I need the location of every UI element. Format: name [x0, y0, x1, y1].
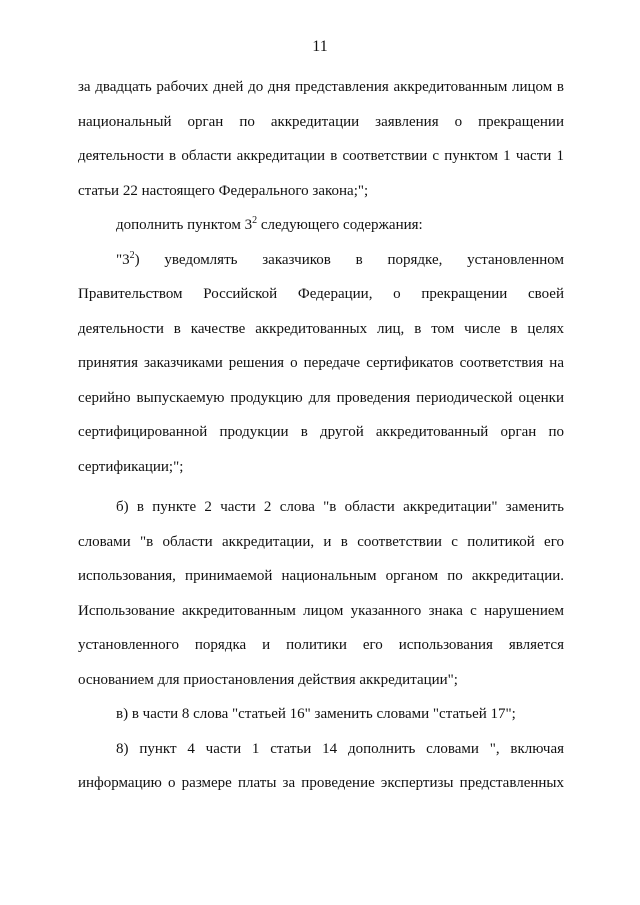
superscript-2: 2 — [252, 215, 258, 226]
page-number: 11 — [312, 38, 328, 55]
quote-open-3: "3 — [116, 251, 130, 268]
paragraph-8-point-4: 8) пункт 4 части 1 статьи 14 дополнить словами ", включая информацию о размере платы за проведение экспертизы представленных — [78, 740, 564, 791]
paragraph-add-point — [78, 208, 564, 243]
document-body — [78, 70, 564, 801]
paragraph-deadline-text: за двадцать рабочих дней до дня представления аккредитованным лицом в национальный орган по аккредитации заявления о прекращении деятельности в области аккредитации в соответствии с пунктом 1 части 1 статьи 22 настоящего Федерального закона;"; — [78, 79, 564, 199]
paragraph-notify-customers-text: ) уведомлять заказчиков в порядке, установленном Правительством Российской Федерации, о прекращении своей деятельности в качестве аккредитованных лиц, в том числе в целях принятия заказчиками решения о передаче сертификатов соответствия на серийно выпускаемую продукцию для проведения периодической оценки сертифицированной продукции в другой аккредитованный орган по сертификации;"; — [78, 251, 564, 475]
paragraph-b-point-2: б) в пункте 2 части 2 слова "в области аккредитации" заменить словами "в области аккредитации, и в соответствии с политикой его использования, принимаемой национальным органом по аккредитации. Использование аккредитованным лицом указанного знака с нарушением установленного порядка и политики его использования является основанием для приостановления действия аккредитации"; — [78, 499, 564, 688]
superscript-2-b: 2 — [129, 249, 135, 261]
paragraph-v-part-8: в) в части 8 слова "статьей 16" заменить словами "статьей 17"; — [116, 706, 516, 722]
paragraph-add-point-tail: следующего содержания: — [257, 217, 423, 233]
paragraph-notify-customers — [78, 243, 564, 485]
paragraph-add-point-text: дополнить пунктом 3 — [116, 217, 253, 233]
